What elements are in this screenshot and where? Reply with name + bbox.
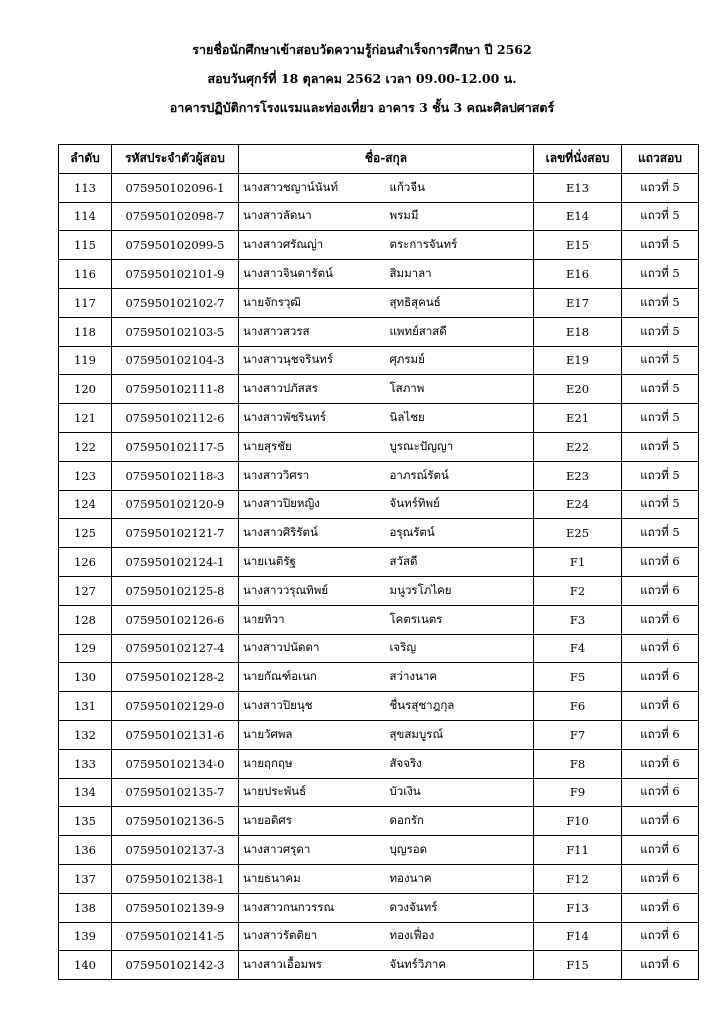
table-row [59,778,699,807]
column-header-seat: เลขที่นั่งสอบ [534,145,622,174]
cell-number: 123 [59,461,112,490]
cell-exam-id: 075950102127-4 [112,634,239,663]
cell-last-name: ศุภรมย์ [386,346,534,375]
cell-exam-id: 075950102102-7 [112,288,239,317]
table-row [59,864,699,893]
cell-last-name: แพทย์สาสดี [386,317,534,346]
cell-first-name: นายวัศพล [239,720,386,749]
table-row [59,288,699,317]
cell-exam-id: 075950102134-0 [112,749,239,778]
cell-exam-row: แถวที่ 6 [622,778,699,807]
cell-first-name: นายประพันธ์ [239,778,386,807]
cell-exam-id: 075950102101-9 [112,260,239,289]
cell-exam-row: แถวที่ 6 [622,605,699,634]
table-row [59,404,699,433]
cell-exam-id: 075950102124-1 [112,548,239,577]
cell-seat-number: F13 [534,893,622,922]
cell-number: 118 [59,317,112,346]
cell-exam-row: แถวที่ 6 [622,749,699,778]
cell-exam-id: 075950102104-3 [112,346,239,375]
cell-first-name: นางสาวลัดนา [239,202,386,231]
cell-exam-id: 075950102126-6 [112,605,239,634]
cell-number: 124 [59,490,112,519]
cell-seat-number: E14 [534,202,622,231]
cell-number: 138 [59,893,112,922]
cell-seat-number: F5 [534,663,622,692]
cell-first-name: นางสาวศรุดา [239,836,386,865]
cell-last-name: สวัสดี [386,548,534,577]
cell-first-name: นางสาวจินดารัตน์ [239,260,386,289]
cell-exam-id: 075950102121-7 [112,519,239,548]
cell-exam-row: แถวที่ 6 [622,548,699,577]
column-header-row: แถวสอบ [622,145,699,174]
cell-exam-id: 075950102138-1 [112,864,239,893]
cell-seat-number: F10 [534,807,622,836]
cell-last-name: บุญรอด [386,836,534,865]
table-row [59,605,699,634]
cell-number: 117 [59,288,112,317]
cell-last-name: โสภาพ [386,375,534,404]
cell-last-name: ดอกรัก [386,807,534,836]
table-row [59,692,699,721]
cell-exam-id: 075950102120-9 [112,490,239,519]
cell-first-name: นายจักรวุฒิ [239,288,386,317]
cell-seat-number: F2 [534,576,622,605]
cell-number: 136 [59,836,112,865]
cell-first-name: นางสาววิศรา [239,461,386,490]
cell-first-name: นางสาววรุณทิพย์ [239,576,386,605]
cell-exam-row: แถวที่ 5 [622,432,699,461]
cell-exam-row: แถวที่ 6 [622,634,699,663]
cell-first-name: นายฤกฤษ [239,749,386,778]
table-body [59,173,699,979]
cell-number: 122 [59,432,112,461]
cell-exam-row: แถวที่ 5 [622,375,699,404]
cell-first-name: นางสาวเอื้อมพร [239,951,386,980]
cell-last-name: สิมมาลา [386,260,534,289]
cell-number: 128 [59,605,112,634]
cell-last-name: โคตรเนตร [386,605,534,634]
cell-exam-id: 075950102099-5 [112,231,239,260]
cell-seat-number: E20 [534,375,622,404]
cell-exam-id: 075950102139-9 [112,893,239,922]
cell-number: 140 [59,951,112,980]
cell-first-name: นางสาวปิยหญิง [239,490,386,519]
cell-exam-id: 075950102137-3 [112,836,239,865]
exam-seating-table [58,144,699,980]
cell-first-name: นายทิวา [239,605,386,634]
cell-seat-number: E24 [534,490,622,519]
cell-exam-row: แถวที่ 5 [622,173,699,202]
table-row [59,836,699,865]
cell-last-name: สุขสมบูรณ์ [386,720,534,749]
cell-seat-number: E23 [534,461,622,490]
cell-seat-number: F12 [534,864,622,893]
cell-number: 115 [59,231,112,260]
cell-number: 132 [59,720,112,749]
cell-last-name: มนูวรโภไคย [386,576,534,605]
cell-seat-number: F6 [534,692,622,721]
cell-exam-id: 075950102135-7 [112,778,239,807]
cell-seat-number: E15 [534,231,622,260]
cell-exam-row: แถวที่ 5 [622,346,699,375]
cell-exam-row: แถวที่ 5 [622,231,699,260]
cell-last-name: จันทร์วิภาค [386,951,534,980]
cell-first-name: นายกัณฑ์อเนก [239,663,386,692]
cell-exam-id: 075950102128-2 [112,663,239,692]
cell-exam-id: 075950102098-7 [112,202,239,231]
table-row [59,173,699,202]
cell-exam-row: แถวที่ 5 [622,202,699,231]
cell-exam-id: 075950102118-3 [112,461,239,490]
cell-exam-row: แถวที่ 6 [622,720,699,749]
column-header-id: รหัสประจำตัวผู้สอบ [112,145,239,174]
cell-exam-id: 075950102096-1 [112,173,239,202]
table-row [59,260,699,289]
table-row [59,231,699,260]
cell-exam-row: แถวที่ 5 [622,260,699,289]
cell-number: 131 [59,692,112,721]
cell-exam-row: แถวที่ 6 [622,663,699,692]
cell-number: 127 [59,576,112,605]
cell-first-name: นางสาวปนัดดา [239,634,386,663]
cell-last-name: สุทธิสุคนธ์ [386,288,534,317]
cell-seat-number: F8 [534,749,622,778]
cell-first-name: นางสาวนุชจรินทร์ [239,346,386,375]
cell-last-name: อาภรณ์รัตน์ [386,461,534,490]
exam-date: สอบวันศุกร์ที่ 18 ตุลาคม 2562 เวลา 09.00-12.00 น. [207,71,517,86]
cell-first-name: นายธนาคม [239,864,386,893]
cell-last-name: ตระการจันทร์ [386,231,534,260]
cell-number: 135 [59,807,112,836]
cell-last-name: ดวงจันทร์ [386,893,534,922]
table-row [59,202,699,231]
table-row [59,432,699,461]
column-header-name: ชื่อ-สกุล [239,145,534,174]
cell-seat-number: F4 [534,634,622,663]
cell-seat-number: F11 [534,836,622,865]
cell-last-name: บูรณะปัญญา [386,432,534,461]
cell-seat-number: E21 [534,404,622,433]
cell-last-name: บัวเงิน [386,778,534,807]
cell-last-name: อรุณรัตน์ [386,519,534,548]
cell-seat-number: E25 [534,519,622,548]
table-row [59,922,699,951]
cell-number: 121 [59,404,112,433]
cell-first-name: นางสาวสวรส [239,317,386,346]
cell-number: 137 [59,864,112,893]
cell-number: 139 [59,922,112,951]
cell-first-name: นายอดิศร [239,807,386,836]
cell-exam-id: 075950102117-5 [112,432,239,461]
cell-first-name: นางสาวปิยนุช [239,692,386,721]
cell-exam-row: แถวที่ 5 [622,490,699,519]
cell-last-name: สัจจริง [386,749,534,778]
table-row [59,951,699,980]
table-row [59,519,699,548]
cell-seat-number: F15 [534,951,622,980]
document-header [0,42,724,115]
cell-seat-number: F3 [534,605,622,634]
cell-exam-row: แถวที่ 6 [622,807,699,836]
cell-first-name: นายเนติรัฐ [239,548,386,577]
column-header-no: ลำดับ [59,145,112,174]
cell-number: 120 [59,375,112,404]
cell-first-name: นางสาวศิริรัตน์ [239,519,386,548]
table-row [59,634,699,663]
cell-exam-id: 075950102141-5 [112,922,239,951]
cell-exam-id: 075950102125-8 [112,576,239,605]
cell-exam-row: แถวที่ 5 [622,288,699,317]
cell-last-name: ชื่นรสุชาฎกุล [386,692,534,721]
document-title: รายชื่อนักศึกษาเข้าสอบวัดความรู้ก่อนสำเร็จการศึกษา ปี 2562 [192,42,532,57]
cell-exam-id: 075950102129-0 [112,692,239,721]
cell-exam-id: 075950102131-6 [112,720,239,749]
table-row [59,548,699,577]
cell-first-name: นางสาวพัชรินทร์ [239,404,386,433]
cell-number: 114 [59,202,112,231]
cell-seat-number: E13 [534,173,622,202]
cell-first-name: นางสาวชญาน์นันท์ [239,173,386,202]
table-row [59,807,699,836]
table-row [59,317,699,346]
cell-exam-row: แถวที่ 6 [622,922,699,951]
cell-first-name: นางสาวรัตติยา [239,922,386,951]
cell-last-name: ทองนาค [386,864,534,893]
cell-seat-number: F7 [534,720,622,749]
cell-seat-number: E17 [534,288,622,317]
cell-exam-row: แถวที่ 6 [622,692,699,721]
cell-exam-row: แถวที่ 5 [622,404,699,433]
cell-number: 129 [59,634,112,663]
cell-exam-id: 075950102103-5 [112,317,239,346]
cell-last-name: แก้วจีน [386,173,534,202]
cell-number: 133 [59,749,112,778]
cell-first-name: นางสาวปภัสสร [239,375,386,404]
cell-seat-number: E16 [534,260,622,289]
cell-first-name: นางสาวกนกวรรณ [239,893,386,922]
cell-seat-number: F1 [534,548,622,577]
cell-exam-id: 075950102136-5 [112,807,239,836]
table-row [59,346,699,375]
cell-number: 113 [59,173,112,202]
cell-last-name: นิลไชย [386,404,534,433]
cell-exam-row: แถวที่ 5 [622,317,699,346]
cell-exam-row: แถวที่ 6 [622,836,699,865]
table-row [59,720,699,749]
table-row [59,749,699,778]
cell-number: 130 [59,663,112,692]
cell-first-name: นายสุรชัย [239,432,386,461]
cell-exam-row: แถวที่ 6 [622,576,699,605]
cell-seat-number: E19 [534,346,622,375]
cell-number: 116 [59,260,112,289]
cell-seat-number: F14 [534,922,622,951]
table-header-row [59,145,699,174]
cell-seat-number: E18 [534,317,622,346]
cell-first-name: นางสาวศรัณญ่า [239,231,386,260]
cell-number: 125 [59,519,112,548]
table-row [59,893,699,922]
cell-exam-row: แถวที่ 6 [622,864,699,893]
table-row [59,461,699,490]
cell-exam-id: 075950102111-8 [112,375,239,404]
cell-exam-row: แถวที่ 5 [622,519,699,548]
exam-venue: อาคารปฏิบัติการโรงแรมและท่องเที่ยว อาคาร 3 ชั้น 3 คณะศิลปศาสตร์ [169,100,555,115]
cell-exam-id: 075950102142-3 [112,951,239,980]
cell-number: 134 [59,778,112,807]
cell-number: 126 [59,548,112,577]
cell-seat-number: E22 [534,432,622,461]
cell-last-name: เจริญ [386,634,534,663]
table-row [59,375,699,404]
cell-exam-row: แถวที่ 6 [622,951,699,980]
cell-last-name: ทองเฟื่อง [386,922,534,951]
table-row [59,490,699,519]
cell-number: 119 [59,346,112,375]
cell-exam-row: แถวที่ 5 [622,461,699,490]
cell-exam-row: แถวที่ 6 [622,893,699,922]
table-row [59,663,699,692]
cell-seat-number: F9 [534,778,622,807]
cell-last-name: สว่างนาค [386,663,534,692]
cell-last-name: พรมมี [386,202,534,231]
table-row [59,576,699,605]
cell-last-name: จันทร์ทิพย์ [386,490,534,519]
cell-exam-id: 075950102112-6 [112,404,239,433]
